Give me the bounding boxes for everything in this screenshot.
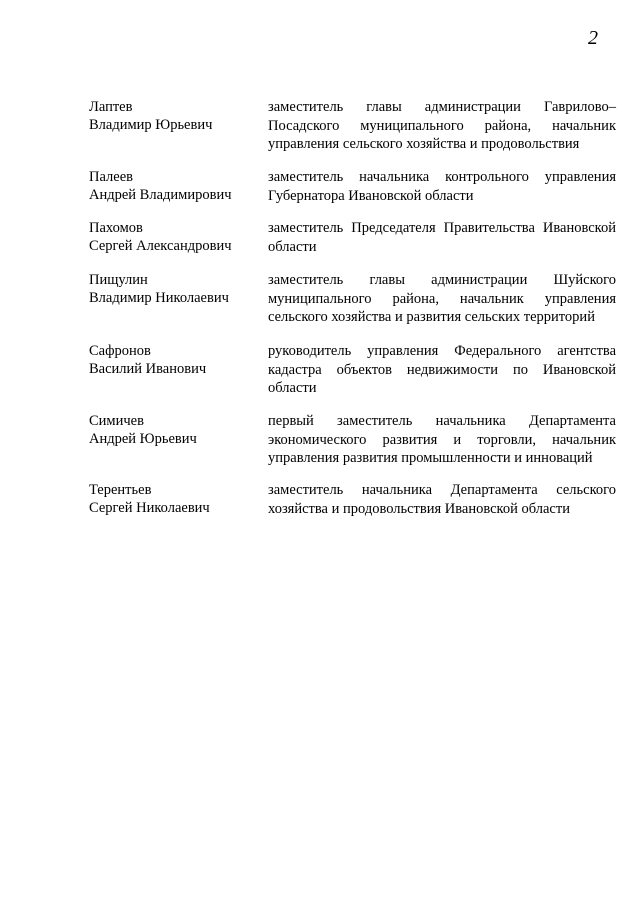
member-name xyxy=(89,412,259,448)
member-name xyxy=(89,98,259,134)
member-surname: Симичев xyxy=(89,413,144,429)
member-name xyxy=(89,342,259,378)
member-surname: Лаптев xyxy=(89,99,133,115)
member-position: заместитель главы администрации Гаврилово–Посадского муниципального района, начальник управления сельского хозяйства и продовольствия xyxy=(268,99,616,152)
page-number: 2 xyxy=(588,27,598,49)
member-surname: Сафронов xyxy=(89,343,151,359)
member-given-names: Владимир Юрьевич xyxy=(89,117,213,133)
member-given-names: Андрей Владимирович xyxy=(89,187,232,203)
member-position: заместитель главы администрации Шуйского муниципального района, начальник управления сельского хозяйства и развития сельских территорий xyxy=(268,272,616,325)
member-given-names: Владимир Николаевич xyxy=(89,290,229,306)
member-position: заместитель начальника контрольного управления Губернатора Ивановской области xyxy=(268,169,616,204)
member-given-names: Сергей Александрович xyxy=(89,238,232,254)
member-position: руководитель управления Федерального агентства кадастра объектов недвижимости по Ивановской области xyxy=(268,343,616,396)
member-name xyxy=(89,271,259,307)
member-surname: Пищулин xyxy=(89,272,148,288)
member-position: первый заместитель начальника Департамента экономического развития и торговли, начальник управления развития промышленности и инноваций xyxy=(268,413,616,466)
member-given-names: Сергей Николаевич xyxy=(89,500,210,516)
member-given-names: Василий Иванович xyxy=(89,361,207,377)
member-name xyxy=(89,168,259,204)
member-surname: Терентьев xyxy=(89,482,152,498)
member-position: заместитель Председателя Правительства Ивановской области xyxy=(268,220,616,255)
member-surname: Пахомов xyxy=(89,220,143,236)
member-name xyxy=(89,219,259,255)
member-name xyxy=(89,481,259,517)
member-given-names: Андрей Юрьевич xyxy=(89,431,197,447)
member-surname: Палеев xyxy=(89,169,133,185)
member-position: заместитель начальника Департамента сельского хозяйства и продовольствия Ивановской области xyxy=(268,482,616,517)
